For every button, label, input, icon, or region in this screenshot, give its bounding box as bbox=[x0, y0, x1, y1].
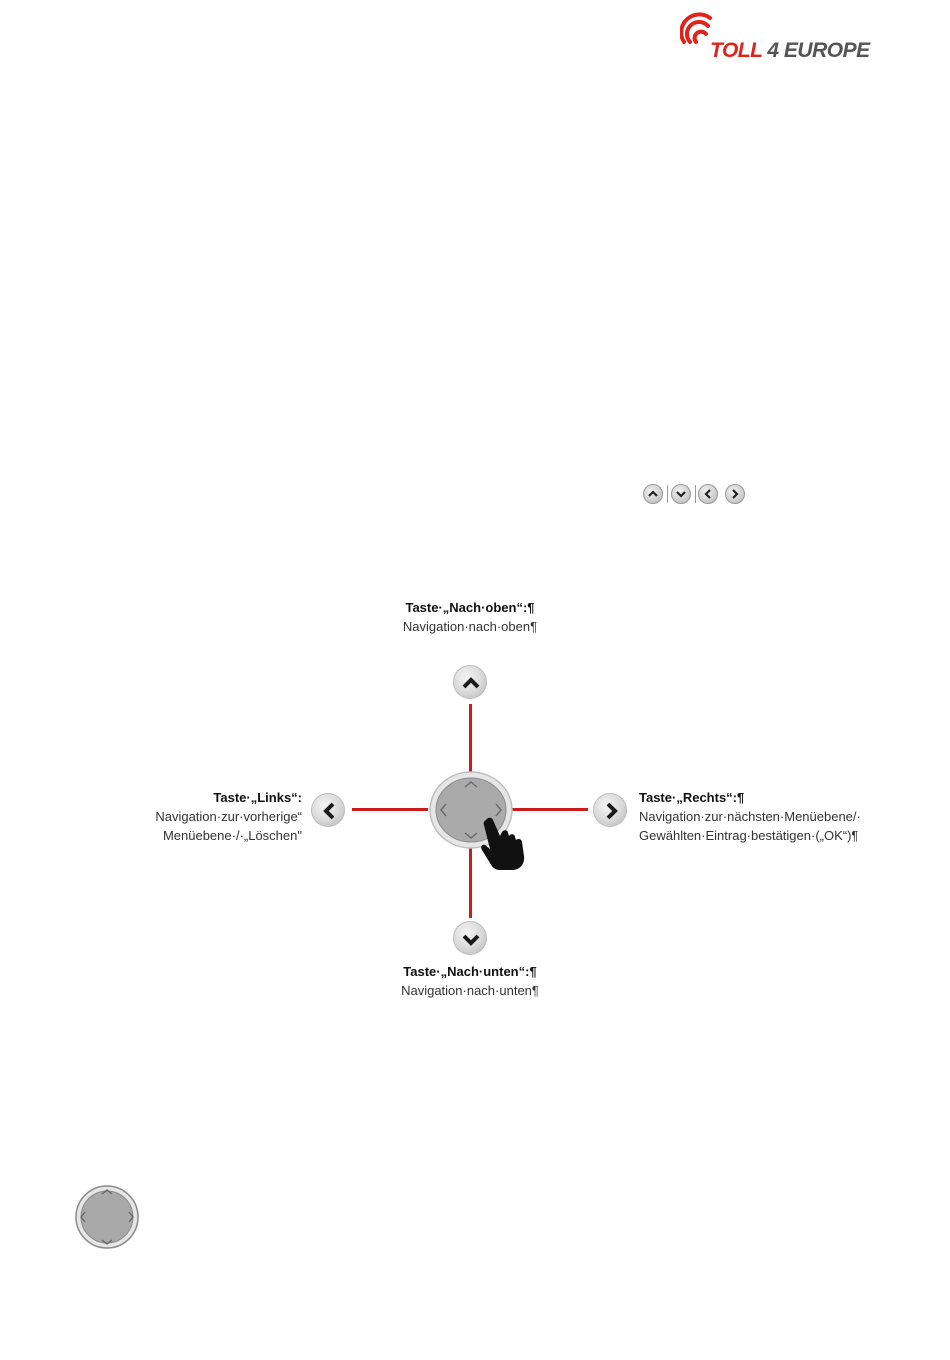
left-button-icon bbox=[311, 793, 345, 827]
label-right bbox=[639, 788, 879, 845]
connector-right bbox=[512, 808, 588, 811]
label-up bbox=[370, 598, 570, 636]
connector-up bbox=[469, 704, 472, 776]
pointing-hand-icon bbox=[478, 816, 530, 872]
label-left-title: Taste·„Links“: bbox=[213, 790, 302, 805]
up-button-icon bbox=[453, 665, 487, 699]
label-left-desc-2: Menüebene·/·„Löschen" bbox=[162, 828, 302, 843]
label-up-desc: Navigation·nach·oben¶ bbox=[402, 619, 538, 634]
label-right-title: Taste·„Rechts“:¶ bbox=[639, 790, 745, 805]
label-down-desc: Navigation·nach·unten¶ bbox=[401, 983, 539, 998]
label-down bbox=[370, 962, 570, 1000]
label-left bbox=[110, 788, 302, 845]
label-right-desc-2: Gewählten·Eintrag·bestätigen·(„OK“)¶ bbox=[639, 828, 859, 843]
label-left-desc-1: Navigation·zur·vorherige“ bbox=[155, 809, 302, 824]
connector-down bbox=[469, 846, 472, 918]
connector-left bbox=[352, 808, 428, 811]
logo-4europe: 4 EUROPE bbox=[762, 39, 870, 62]
label-right-desc-1: Navigation·zur·nächsten·Menüebene/· bbox=[639, 809, 861, 824]
dpad-small-icon bbox=[74, 1184, 140, 1250]
label-up-title: Taste·„Nach·oben“:¶ bbox=[405, 600, 535, 615]
down-button-icon bbox=[453, 921, 487, 955]
label-down-title: Taste·„Nach·unten“:¶ bbox=[403, 964, 537, 979]
right-button-icon bbox=[593, 793, 627, 827]
logo-toll: TOLL bbox=[710, 39, 763, 62]
